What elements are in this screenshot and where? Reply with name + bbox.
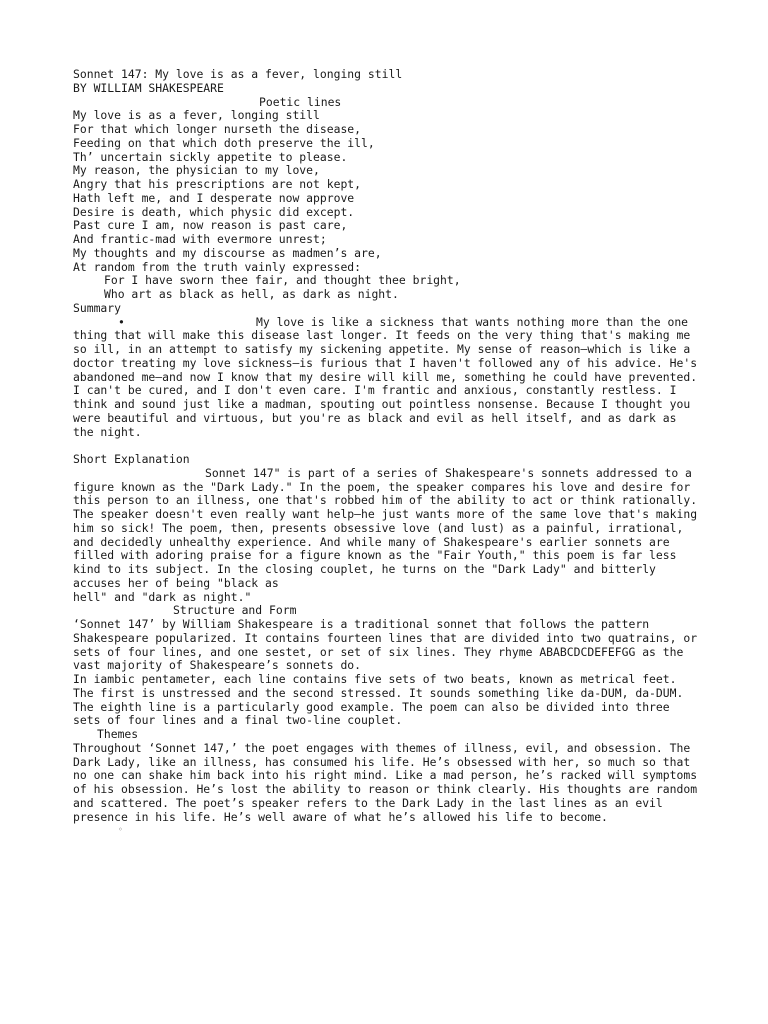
short-explanation-heading: Short Explanation — [73, 452, 190, 466]
poem-line: And frantic-mad with evermore unrest; — [73, 232, 327, 246]
summary-heading: Summary — [73, 300, 122, 315]
poem-line: For that which longer nurseth the disease, — [73, 122, 362, 136]
trailing-circle-mark: ◦ — [118, 825, 123, 835]
structure-paragraph-2: In iambic pentameter, each line contains five sets of two beats, known as metrical feet. The first is unstressed and the second stressed. It sounds something like da-DUM, da-DUM. The eighth line is a particularly good example. The poem can also be divided into three sets of four lines and a final two-line couplet. — [73, 672, 684, 728]
themes-text: Throughout ‘Sonnet 147,’ the poet engages with themes of illness, evil, and obsession. The Dark Lady, like an illness, has consumed his life. He’s obsessed with her, so much so that no one can shake him back into his right mind. Like a mad person, he’s racked will symptoms of his obsession. He’s lost the ability to reason or think clearly. His thoughts are random and scattered. The poet’s speaker refers to the Dark Lady in the last lines as an evil presence in his life. He’s well aware of what he’s allowed his life to become. — [73, 740, 698, 824]
couplet-line: Who art as black as hell, as dark as night. — [104, 287, 399, 301]
poem-line: My reason, the physician to my love, — [73, 163, 320, 178]
document-page — [73, 68, 703, 836]
short-explanation-text: Sonnet 147" is part of a series of Shakespeare's sonnets addressed to a figure known as the "Dark Lady." In the poem, the speaker compares his love and desire for this person to an illness, one that's robbed him of the ability to act or think rationally. The speaker doesn't even really want help—he just wants more of the same love that's making him so sick! The poem, then, presents obsessive love (and lust) as a painful, irrational, and decidedly unhealthy experience. And while many of Shakespeare's earlier sonnets are filled with adoring praise for a figure known as the "Fair Youth," this poem is far less kind to its subject. In the closing couplet, he turns on the "Dark Lady" and bitterly accuses her of being "black as — [73, 465, 698, 590]
poem-line: Angry that his prescriptions are not kept, — [73, 177, 362, 191]
poem-line: Feeding on that which doth preserve the ill, — [73, 135, 375, 150]
structure-heading: Structure and Form — [173, 603, 297, 618]
poem-title: Sonnet 147: My love is as a fever, longing still — [73, 67, 403, 81]
poem-line: Past cure I am, now reason is past care, — [73, 218, 348, 233]
poem-line: My love is as a fever, longing still — [73, 108, 320, 123]
poem-line: My thoughts and my discourse as madmen’s are, — [73, 245, 382, 260]
short-explanation-tail: hell" and "dark as night." — [73, 589, 252, 604]
author-byline: BY WILLIAM SHAKESPEARE — [73, 80, 224, 95]
poetic-lines-heading: Poetic lines — [259, 94, 342, 109]
poem-line: Hath left me, and I desperate now approve — [73, 190, 355, 205]
poem-line: Th’ uncertain sickly appetite to please. — [73, 149, 348, 164]
structure-paragraph-1: ‘Sonnet 147’ by William Shakespeare is a traditional sonnet that follows the pattern Shakespeare popularized. It contains fourteen lines that are divided into two quatrains, or sets of four lines, and one sestet, or set of six lines. They rhyme ABABCDCDEFEFGG as the vast majority of Shakespeare’s sonnets do. — [73, 617, 698, 673]
poem-line: At random from the truth vainly expressed: — [73, 259, 362, 274]
bullet-marker: • — [118, 314, 125, 329]
couplet-line: For I have sworn thee fair, and thought thee bright, — [104, 273, 461, 288]
summary-text: My love is like a sickness that wants nothing more than the one thing that will make this disease last longer. It feeds on the very thing that's making me so ill, in an attempt to satisfy my sickening appetite. My sense of reason—which is like a doctor treating my love sickness—is furious that I haven't followed any of his advice. He's abandoned me—and now I know that my desire will kill me, something he could have prevented. I can't be cured, and I don't even care. I'm frantic and anxious, constantly restless. I think and sound just like a madman, spouting out pointless nonsense. Because I thought you were beautiful and virtuous, but you're as black and evil as hell itself, and as dark as the night. — [73, 314, 698, 439]
poem-line: Desire is death, which physic did except. — [73, 204, 355, 219]
summary-bullet-item — [73, 316, 703, 440]
themes-heading: Themes — [97, 727, 139, 741]
